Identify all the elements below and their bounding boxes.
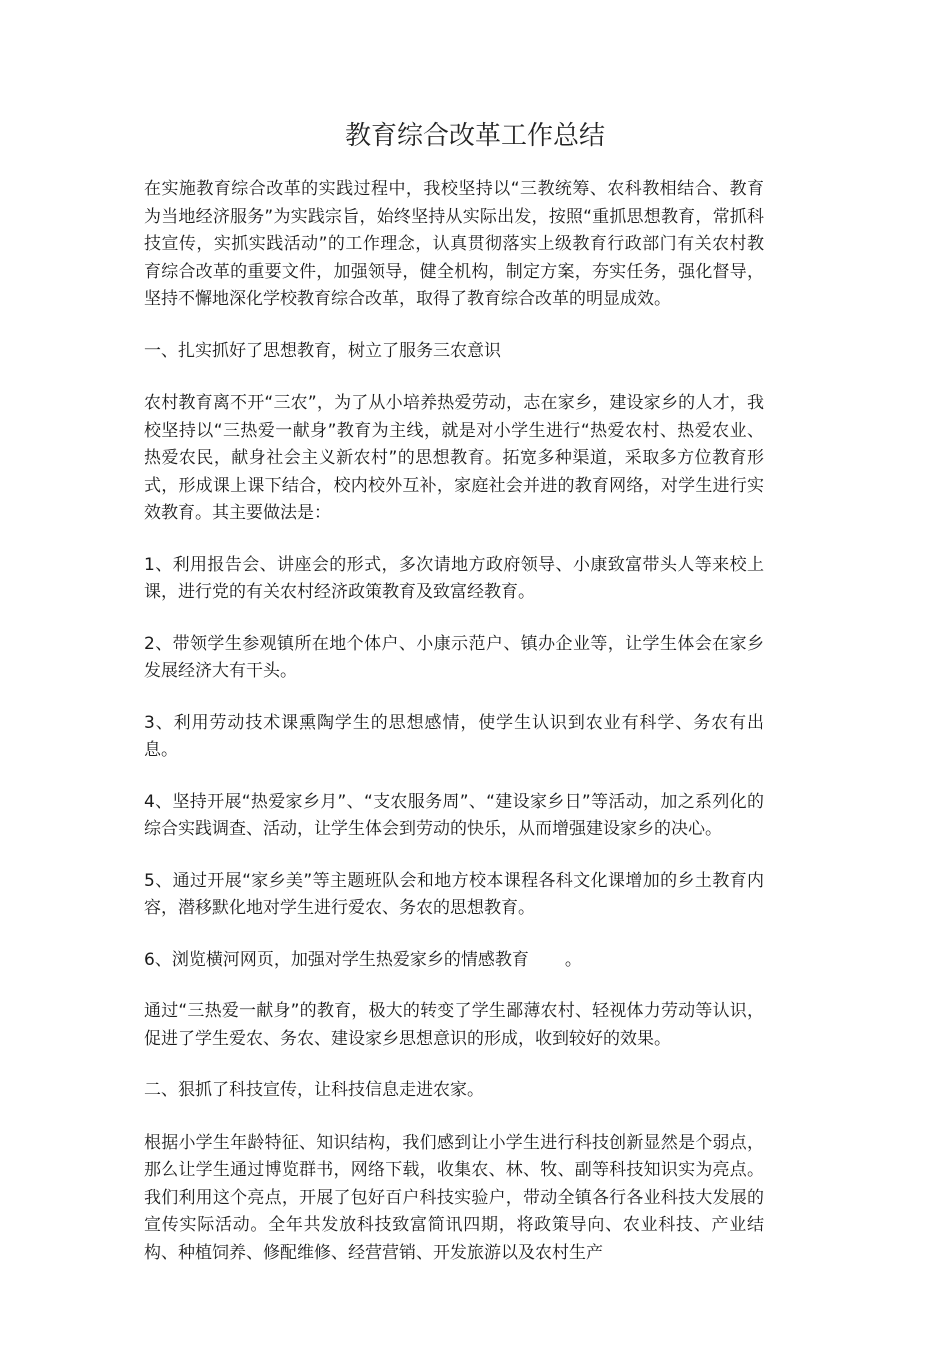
section-heading-2: 二、狠抓了科技宣传，让科技信息走进农家。 — [144, 1080, 484, 1100]
list-item-2: 2、带领学生参观镇所在地个体户、小康示范户、镇办企业等，让学生体会在家乡发展经济大有干头。 — [144, 633, 764, 681]
summary-paragraph: 通过“三热爱一献身”的教育，极大的转变了学生鄙薄农村、轻视体力劳动等认识，促进了学生爱农、务农、建设家乡思想意识的形成，收到较好的效果。 — [144, 1001, 764, 1049]
document-title: 教育综合改革工作总结 — [344, 121, 605, 151]
list-item-6 — [144, 947, 764, 975]
list-item-5: 5、通过开展“家乡美”等主题班队会和地方校本课程各科文化课增加的乡土教育内容，潜移默化地对学生进行爱农、务农的思想教育。 — [144, 870, 764, 918]
section-1-paragraph: 农村教育离不开“三农”，为了从小培养热爱劳动，志在家乡，建设家乡的人才，我校坚持以“三热爱一献身”教育为主线，就是对小学生进行“热爱农村、热爱农业、热爱农民，献身社会主义新农村”的思想教育。拓宽多种渠道，采取多方位教育形式，形成课上课下结合，校内校外互补，家庭社会并进的教育网络，对学生进行实效教育。其主要做法是： — [144, 393, 764, 523]
intro-paragraph: 在实施教育综合改革的实践过程中，我校坚持以“三教统筹、农科教相结合、教育为当地经济服务”为实践宗旨，始终坚持从实际出发，按照“重抓思想教育，常抓科技宣传，实抓实践活动”的工作理念，认真贯彻落实上级教育行政部门有关农村教育综合改革的重要文件，加强领导，健全机构，制定方案，夯实任务，强化督导，坚持不懈地深化学校教育综合改革，取得了教育综合改革的明显成效。 — [144, 179, 764, 309]
document-body — [144, 176, 764, 1291]
list-item-4: 4、坚持开展“热爱家乡月”、“支农服务周”、“建设家乡日”等活动，加之系列化的综合实践调查、活动，让学生体会到劳动的快乐，从而增强建设家乡的决心。 — [144, 791, 764, 839]
list-item-6-period: 。 — [564, 949, 582, 970]
section-heading-1: 一、扎实抓好了思想教育，树立了服务三农意识 — [144, 340, 501, 361]
section-2-paragraph: 根据小学生年龄特征、知识结构，我们感到让小学生进行科技创新显然是个弱点，那么让学生通过博览群书，网络下载，收集农、林、牧、副等科技知识实为亮点。我们利用这个亮点，开展了包好百户科技实验户，带动全镇各行各业科技大发展的宣传实际活动。全年共发放科技致富简讯四期，将政策导向、农业科技、产业结构、种植饲养、修配维修、经营营销、开发旅游以及农村生产 — [144, 1132, 764, 1263]
list-item-3: 3、利用劳动技术课熏陶学生的思想感情，使学生认识到农业有科学、务农有出息。 — [144, 712, 764, 760]
list-item-6-text: 6、浏览横河网页，加强对学生热爱家乡的情感教育 — [144, 949, 529, 970]
list-item-1: 1、利用报告会、讲座会的形式，多次请地方政府领导、小康致富带头人等来校上课，进行党的有关农村经济政策教育及致富经教育。 — [144, 554, 764, 602]
